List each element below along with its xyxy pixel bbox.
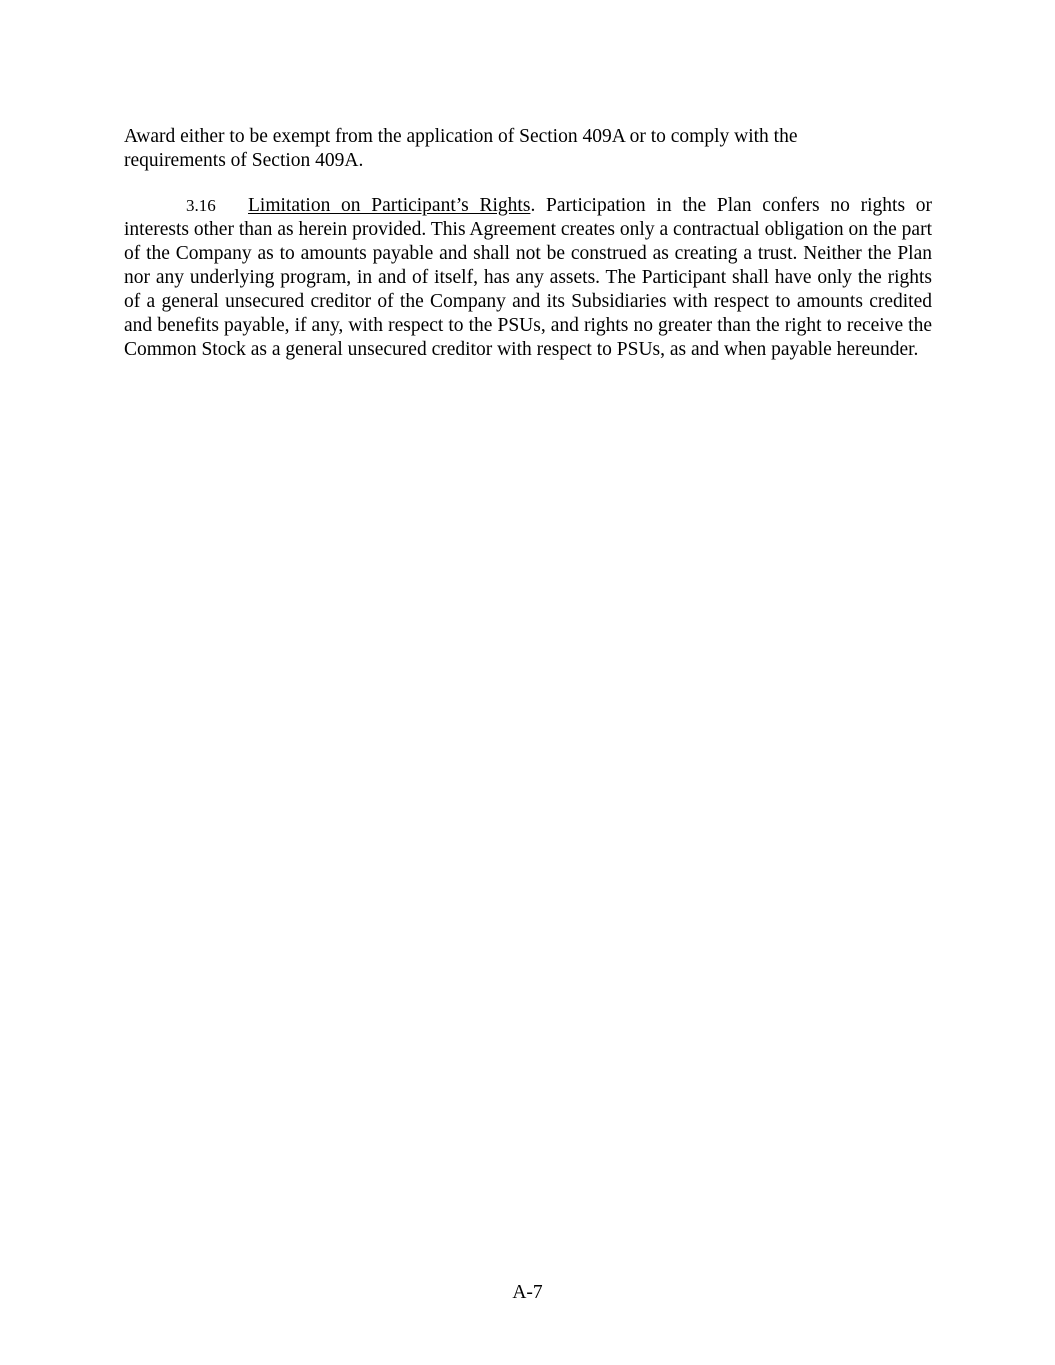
continued-paragraph-line-2: requirements of Section 409A. [124, 150, 364, 171]
continued-paragraph [124, 125, 932, 173]
section-heading: Limitation on Participant’s Rights [248, 195, 531, 216]
section-body: Participation in the Plan confers no rights or interests other than as herein provided. This Agreement creates only a contractual obligation on the part of the Company as to amounts payable and shall not be construed as creating a trust. Neither the Plan nor any underlying program, in and of itself, has any assets. The Participant shall have only the rights of a general unsecured creditor of the Company and its Subsidiaries with respect to amounts credited and benefits payable, if any, with respect to the PSUs, and rights no greater than the right to receive the Common Stock as a general unsecured creditor with respect to PSUs, as and when payable hereunder. [124, 195, 933, 360]
section-heading-period: . [530, 195, 536, 216]
section-number: 3.16 [186, 196, 216, 215]
section-3-16-paragraph [124, 194, 932, 362]
page-number: A-7 [512, 1282, 543, 1303]
continued-paragraph-line-1: Award either to be exempt from the application of Section 409A or to comply with the [124, 126, 798, 147]
